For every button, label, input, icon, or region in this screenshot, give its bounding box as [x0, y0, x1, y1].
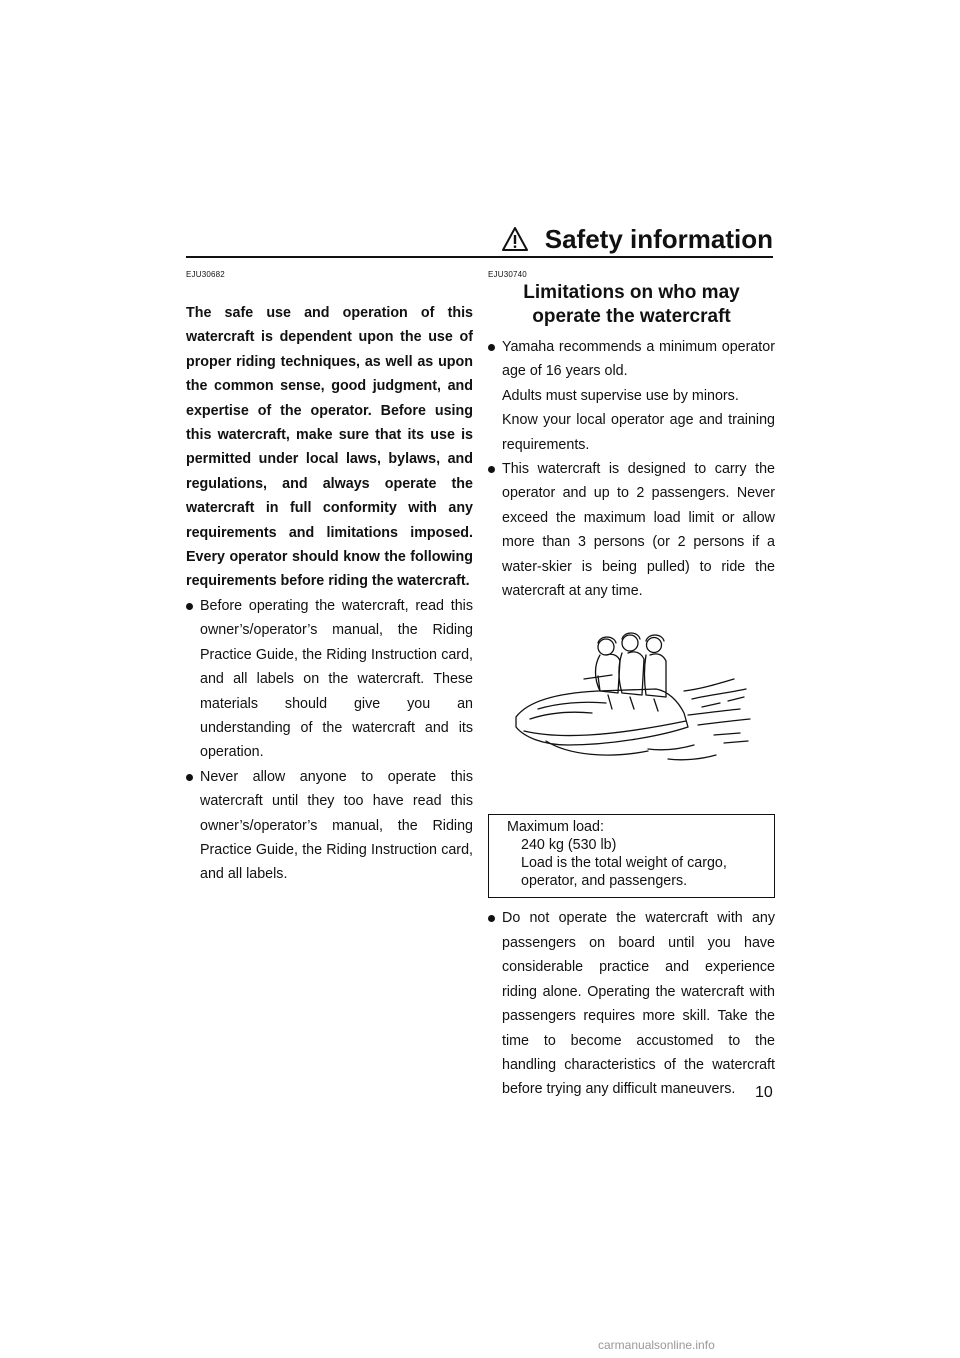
load-note: Load is the total weight of cargo, operator, and passengers.: [521, 855, 727, 890]
section-code: EJU30740: [488, 270, 527, 279]
bullet-text: Adults must supervise use by minors.: [502, 387, 739, 404]
footer-watermark: carmanualsonline.info: [598, 1338, 715, 1352]
list-item: Never allow anyone to operate this watercraft until they too have read this owner’s/operator’s manual, the Riding Practice Guide, the Riding Instruction card, and all labels.: [186, 765, 473, 887]
left-column: [186, 270, 473, 887]
page-header: [186, 222, 773, 258]
load-value: 240 kg (530 lb): [521, 837, 617, 854]
section-heading-line: Limitations on who may: [523, 282, 740, 303]
intro-paragraph: The safe use and operation of this watercraft is dependent upon the use of proper riding techniques, as well as upon the common sense, good judgment, and expertise of the operator. Before using this watercraft, make sure that its use is permitted under local laws, bylaws, and regulations, and always operate the watercraft in full conformity with any requirements and limitations imposed. Every operator should know the following requirements before riding the watercraft.: [186, 305, 473, 590]
list-item: Do not operate the watercraft with any passengers on board until you have considerable practice and experience riding alone. Operating the watercraft with passengers requires more skill. Take the time to become accustomed to the handling characteristics of the watercraft before trying any difficult maneuvers.: [488, 906, 775, 1101]
right-bullet-list-2: [488, 906, 775, 1101]
right-column: [488, 270, 775, 1102]
right-bullet-list: [488, 335, 775, 603]
maximum-load-box: [488, 814, 775, 898]
list-item: This watercraft is designed to carry the operator and up to 2 passengers. Never exceed the maximum load limit or allow more than 3 persons (or 2 persons if a water-skier is being pulled) to ride the watercraft at any time.: [488, 457, 775, 603]
list-item: [488, 335, 775, 457]
warning-triangle-icon: [501, 226, 529, 252]
left-bullet-list: [186, 594, 473, 887]
load-label: Maximum load:: [507, 819, 604, 836]
bullet-text: Know your local operator age and training requirements.: [502, 412, 775, 453]
page-number: 10: [755, 1084, 773, 1101]
list-item: Before operating the watercraft, read this owner’s/operator’s manual, the Riding Practice Guide, the Riding Instruction card, and all labels on the watercraft. These materials should give you an understanding of the watercraft and its operation.: [186, 594, 473, 765]
page-title: Safety information: [544, 224, 773, 254]
section-code: EJU30682: [186, 270, 225, 279]
bullet-text: Yamaha recommends a minimum operator age of 16 years old.: [502, 339, 775, 380]
section-heading: [488, 281, 775, 329]
watercraft-illustration: [488, 609, 775, 789]
section-heading-line: operate the watercraft: [532, 306, 731, 327]
